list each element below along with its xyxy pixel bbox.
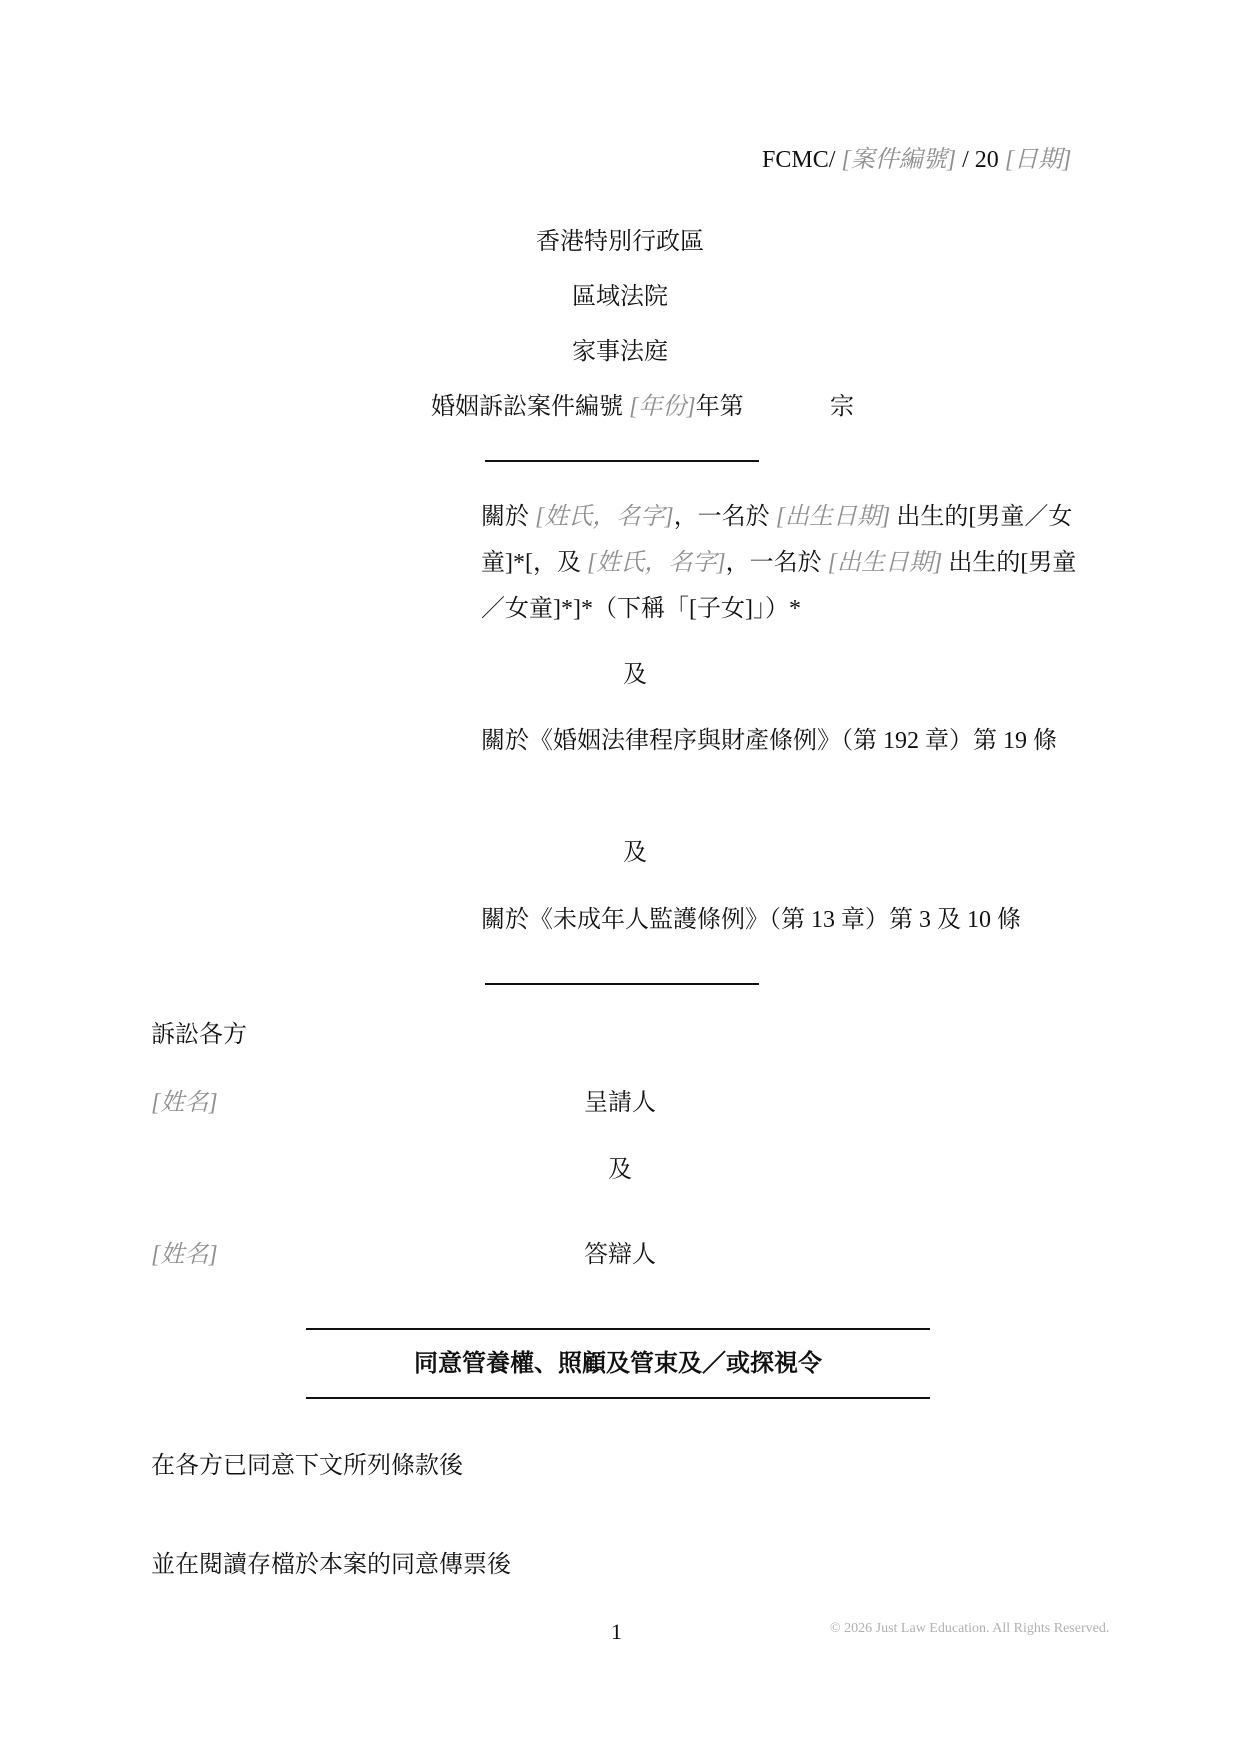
child-name-placeholder-1: [姓氏，名字]: [535, 504, 674, 530]
title-rule-top: [306, 1328, 930, 1330]
petitioner-name-placeholder: [姓名]: [151, 1090, 218, 1116]
court-name: 區域法院: [572, 284, 668, 310]
case-date-placeholder: [日期]: [1004, 147, 1072, 173]
child-dob-placeholder-2: [出生日期]: [827, 550, 943, 576]
case-ref-prefix: FCMC/: [762, 147, 842, 173]
divider-top: [485, 460, 759, 462]
court-division: 家事法庭: [572, 339, 668, 365]
parties-and: 及: [608, 1157, 632, 1183]
body-line-1: 在各方已同意下文所列條款後: [151, 1453, 463, 1479]
case-reference: [762, 145, 1071, 175]
matter-ordinance-192: 關於《婚姻法律程序與財產條例》（第 192 章）第 19 條: [481, 728, 1057, 754]
matter-children: 關於 [姓氏，名字]，一名於 [出生日期] 出生的[男童／女童]*[，及 [姓氏，名字]，一名於 [出生日期] 出生的[男童／女童]*]*（下稱「[子女]」）*: [481, 504, 1077, 622]
page-number: 1: [611, 1619, 622, 1644]
copyright-notice: © 2026 Just Law Education. All Rights Reserved.: [830, 1621, 1110, 1636]
matter-ordinance-13: 關於《未成年人監護條例》（第 13 章）第 3 及 10 條: [481, 907, 1021, 933]
case-ref-separator: / 20: [956, 147, 1005, 173]
action-suffix: 宗: [830, 394, 854, 420]
petitioner-role: 呈請人: [584, 1090, 656, 1116]
child-name-placeholder-2: [姓氏，名字]: [586, 550, 726, 576]
action-prefix: 婚姻訴訟案件編號: [431, 394, 629, 420]
case-number-placeholder: [案件編號]: [841, 147, 957, 173]
respondent-role: 答辯人: [584, 1242, 656, 1268]
order-title: 同意管養權、照顧及管束及／或探視令: [414, 1351, 822, 1377]
body-line-2: 並在閱讀存檔於本案的同意傳票後: [151, 1552, 511, 1578]
divider-bottom: [485, 983, 759, 985]
title-rule-bottom: [306, 1397, 930, 1399]
child-dob-placeholder-1: [出生日期]: [775, 504, 891, 530]
court-region: 香港特別行政區: [536, 229, 704, 255]
action-number: [431, 392, 744, 422]
action-mid: 年第: [695, 394, 744, 420]
and-connector-1: 及: [623, 662, 647, 688]
respondent-name-placeholder: [姓名]: [151, 1242, 218, 1268]
and-connector-2: 及: [623, 840, 647, 866]
action-year-placeholder: [年份]: [629, 394, 696, 420]
parties-heading: 訴訟各方: [151, 1022, 247, 1048]
